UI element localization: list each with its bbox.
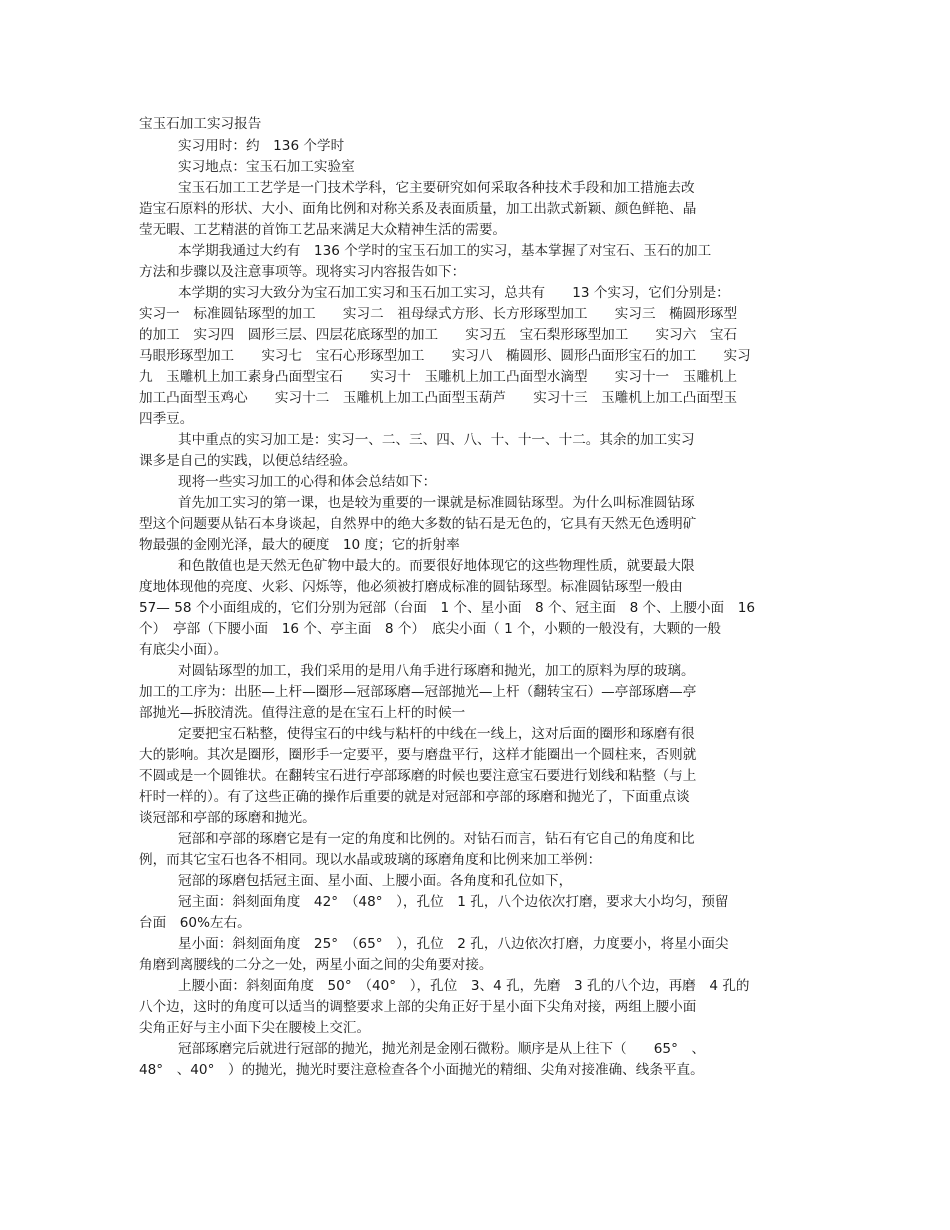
text-line: 马眼形琢型加工 实习七 宝石心形琢型加工 实习八 椭圆形、圆形凸面形宝石的加工 实习: [139, 348, 751, 364]
text-line: 造宝石原料的形状、大小、面角比例和对称关系及表面质量，加工出款式新颖、颜色鲜艳、晶: [139, 201, 697, 217]
text-line: 冠部和亭部的琢磨它是有一定的角度和比例的。对钻石而言，钻石有它自己的角度和比: [178, 831, 695, 847]
text-line: 九 玉雕机上加工素身凸面型宝石 实习十 玉雕机上加工凸面型水滴型 实习十一 玉雕机上: [139, 369, 738, 385]
text-line: 例，而其它宝石也各不相同。现以水晶或玻璃的琢磨角度和比例来加工举例：: [139, 852, 602, 868]
text-line: 台面 60%左右。: [139, 915, 251, 931]
text-line: 物最强的金刚光泽，最大的硬度 10 度；它的折射率: [139, 537, 460, 553]
text-line: 其中重点的实习加工是：实习一、二、三、四、八、十、十一、十二。其余的加工实习: [178, 432, 695, 448]
text-line: 大的影响。其次是圈形，圈形手一定要平，要与磨盘平行，这样才能圈出一个圆柱来，否则就: [139, 747, 697, 763]
text-line: 八个边，这时的角度可以适当的调整要求上部的尖角正好于星小面下尖角对接，两组上腰小面: [139, 999, 697, 1015]
text-line: 宝玉石加工工艺学是一门技术学科，它主要研究如何采取各种技术手段和加工措施去改: [178, 180, 695, 196]
text-line: 角磨到离腰线的二分之一处，两星小面之间的尖角要对接。: [139, 957, 493, 973]
text-line: 冠部的琢磨包括冠主面、星小面、上腰小面。各角度和孔位如下，: [178, 873, 573, 889]
text-line: 加工的工序为：出胚—上杆—圈形—冠部琢磨—冠部抛光—上杆（翻转宝石）—亭部琢磨—亭: [139, 684, 697, 700]
text-line: 四季豆。: [139, 411, 194, 427]
text-line: 杆时一样的）。有了这些正确的操作后重要的就是对冠部和亭部的琢磨和抛光了，下面重点谈: [139, 789, 690, 805]
text-line: 有底尖小面）。: [139, 642, 228, 658]
text-line: 57— 58 个小面组成的，它们分别为冠部（台面 1 个、星小面 8 个、冠主面 8 个、上腰小面 16: [139, 600, 756, 616]
text-line: 度地体现他的亮度、火彩、闪烁等，他必须被打磨成标准的圆钻琢型。标准圆钻琢型一般由: [139, 579, 683, 595]
text-line: 上腰小面：斜刻面角度 50° （40° ），孔位 3、4 孔，先磨 3 孔的八个边，再磨 4 孔的: [178, 978, 750, 994]
document-title: 宝玉石加工实习报告: [139, 116, 262, 132]
text-line: 星小面：斜刻面角度 25° （65° ），孔位 2 孔，八边依次打磨，力度要小，将星小面尖: [178, 936, 729, 952]
text-line: 的加工 实习四 圆形三层、四层花底琢型的加工 实习五 宝石梨形琢型加工 实习六 宝石: [139, 327, 738, 343]
text-line: 和色散值也是天然无色矿物中最大的。而要很好地体现它的这些物理性质，就要最大限: [178, 558, 695, 574]
text-line: 实习一 标准圆钻琢型的加工 实习二 祖母绿式方形、长方形琢型加工 实习三 椭圆形琢型: [139, 306, 738, 322]
text-line: 现将一些实习加工的心得和体会总结如下：: [178, 474, 437, 490]
text-line: 谈冠部和亭部的琢磨和抛光。: [139, 810, 316, 826]
text-line: 本学期我通过大约有 136 个学时的宝玉石加工的实习，基本掌握了对宝石、玉石的加工: [178, 243, 712, 259]
text-line: 莹无暇、工艺精湛的首饰工艺品来满足大众精神生活的需要。: [139, 222, 507, 238]
text-line: 课多是自己的实践，以便总结经验。: [139, 453, 357, 469]
text-line: 尖角正好与主小面下尖在腰棱上交汇。: [139, 1020, 371, 1036]
text-line: 首先加工实习的第一课，也是较为重要的一课就是标准圆钻琢型。为什么叫标准圆钻琢: [178, 495, 695, 511]
text-line: 冠主面：斜刻面角度 42° （48° ），孔位 1 孔，八个边依次打磨，要求大小均匀，预留: [178, 894, 729, 910]
text-line: 个） 亭部（下腰小面 16 个、亭主面 8 个） 底尖小面（ 1 个，小颗的一般没有，大颗的一般: [139, 621, 722, 637]
text-line: 定要把宝石粘整，使得宝石的中线与粘杆的中线在一线上，这对后面的圈形和琢磨有很: [178, 726, 695, 742]
text-line: 不圆或是一个圆锥状。在翻转宝石进行亭部琢磨的时候也要注意宝石要进行划线和粘整（与上: [139, 768, 697, 784]
text-line: 部抛光—拆胶清洗。值得注意的是在宝石上杆的时候一: [139, 705, 466, 721]
text-line: 方法和步骤以及注意事项等。现将实习内容报告如下：: [139, 264, 466, 280]
text-line: 对圆钻琢型的加工，我们采用的是用八角手进行琢磨和抛光，加工的原料为厚的玻璃。: [178, 663, 695, 679]
text-line: 实习地点：宝玉石加工实验室: [178, 159, 355, 175]
text-line: 48° 、40° ）的抛光，抛光时要注意检查各个小面抛光的精细、尖角对接准确、线条平直。: [139, 1062, 704, 1078]
text-line: 本学期的实习大致分为宝石加工实习和玉石加工实习，总共有 13 个实习，它们分别是：: [178, 285, 730, 301]
text-line: 冠部琢磨完后就进行冠部的抛光，抛光剂是金刚石微粉。顺序是从上往下（ 65° 、: [178, 1041, 706, 1057]
text-line: 实习用时：约 136 个学时: [178, 138, 345, 154]
text-line: 加工凸面型玉鸡心 实习十二 玉雕机上加工凸面型玉葫芦 实习十三 玉雕机上加工凸面型玉: [139, 390, 738, 406]
text-line: 型这个问题要从钻石本身谈起，自然界中的绝大多数的钻石是无色的，它具有天然无色透明矿: [139, 516, 697, 532]
